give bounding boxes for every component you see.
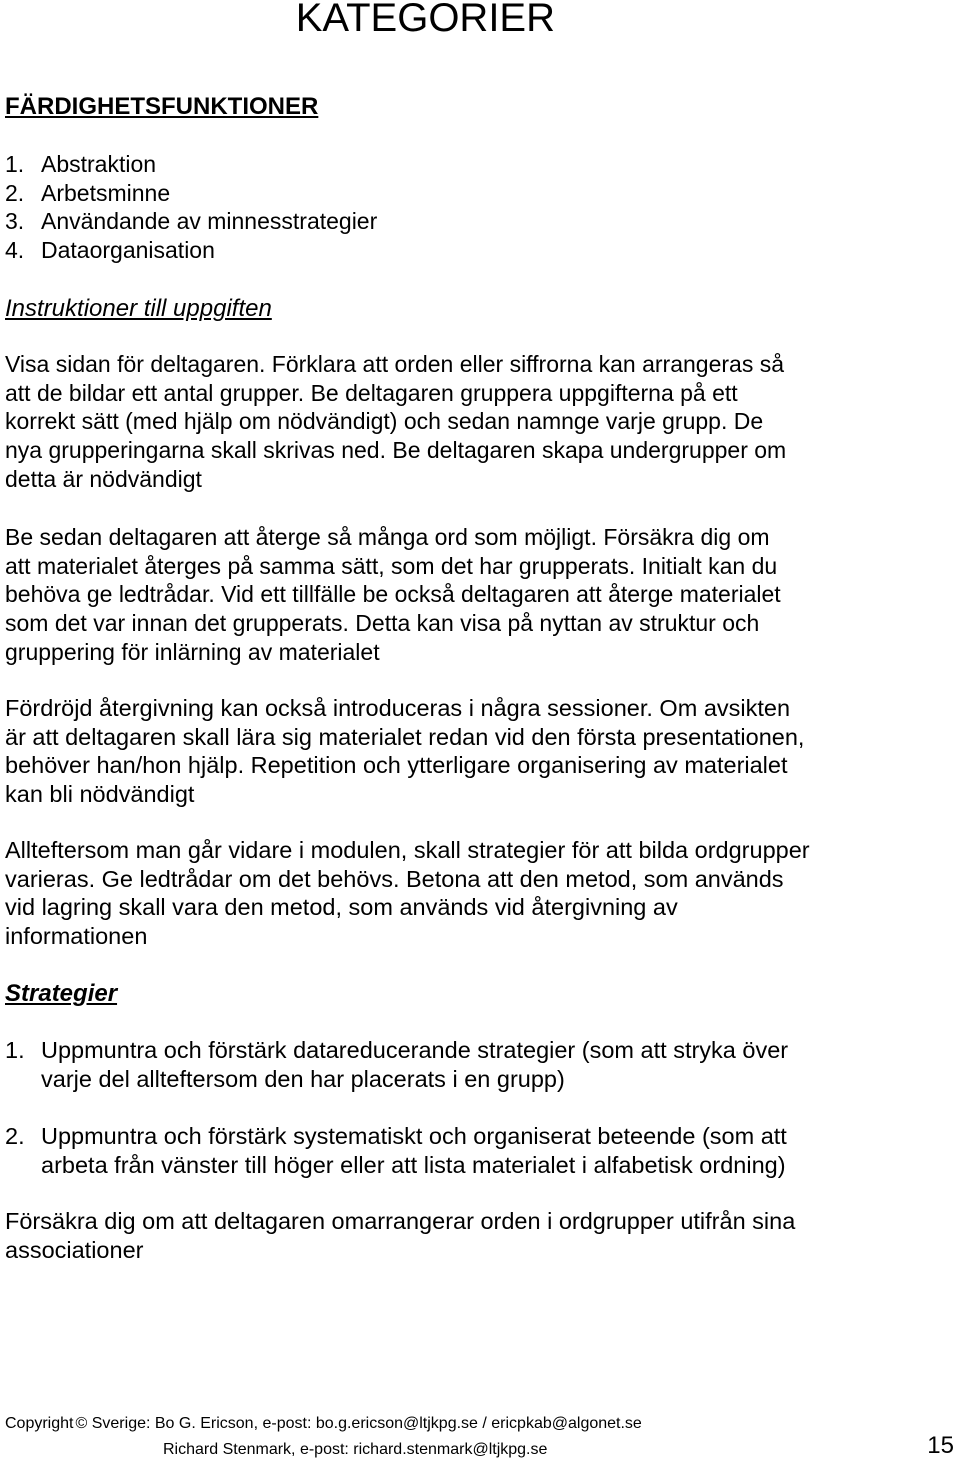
list-item: 4. Dataorganisation (5, 237, 215, 264)
paragraph-progression: Allteftersom man går vidare i modulen, skall strategier för att bilda ordgrupper varieras. Ge ledtrådar om det behövs. Betona att den metod, som används vid lagring skall vara den metod, som används vid återgivning av informationen (5, 837, 810, 950)
instructions-heading: Instruktioner till uppgiften (5, 295, 272, 322)
strategy-item: 1. Uppmuntra och förstärk datareducerande strategier (som att stryka över varje del allteftersom den har placerats i en grupp) (5, 1037, 789, 1092)
section-heading: FÄRDIGHETSFUNKTIONER (5, 93, 319, 120)
list-item: 2. Arbetsminne (5, 179, 171, 206)
copyright-icon: © (75, 1415, 88, 1432)
page-title: KATEGORIER (295, 0, 555, 40)
list-item: 1. Abstraktion (5, 151, 157, 177)
strategy-item: 2. Uppmuntra och förstärk systematiskt och organiserat beteende (som att arbeta från vänster till höger eller att lista materialet i alfabetisk ordning) (5, 1123, 787, 1178)
paragraph-instructions: Visa sidan för deltagaren. Förklara att orden eller siffrorna kan arrangeras så att de bildar ett antal grupper. Be deltagaren gruppera uppgifterna på ett korrekt sätt (med hjälp om nödvändigt) och sedan namnge varje grupp. De nya grupperingarna skall skrivas ned. Be deltagaren skapa undergrupper om detta är nödvändigt (5, 351, 787, 492)
footer-line-2: Richard Stenmark, e-post: richard.stenmark@ltjkpg.se (163, 1441, 548, 1458)
footer-line-1: Copyright © Sverige: Bo G. Ericson, e-post: bo.g.ericson@ltjkpg.se / ericpkab@algonet.se (5, 1415, 642, 1432)
strategies-heading: Strategier (5, 980, 118, 1007)
functions-list (5, 150, 377, 265)
paragraph-recall: Be sedan deltagaren att återge så många ord som möjligt. Försäkra dig om att materialet återges på samma sätt, som det har grupperats. Initialt kan du behöva ge ledtrådar. Vid ett tillfälle be också deltagaren att återge materialet som det var innan det grupperats. Detta kan visa på nyttan av struktur och gruppering för inlärning av materialet (5, 524, 781, 665)
list-item: 3. Användande av minnesstrategier (5, 208, 378, 235)
page-number: 15 (927, 1432, 954, 1459)
paragraph-closing: Försäkra dig om att deltagaren omarrangerar orden i ordgrupper utifrån sina associationer (5, 1208, 796, 1263)
paragraph-delayed-recall: Fördröjd återgivning kan också introduceras i några sessioner. Om avsikten är att deltagaren skall lära sig materialet redan vid den första presentationen, behöver han/hon hjälp. Repetition och ytterligare organisering av materialet kan bli nödvändigt (5, 695, 805, 808)
